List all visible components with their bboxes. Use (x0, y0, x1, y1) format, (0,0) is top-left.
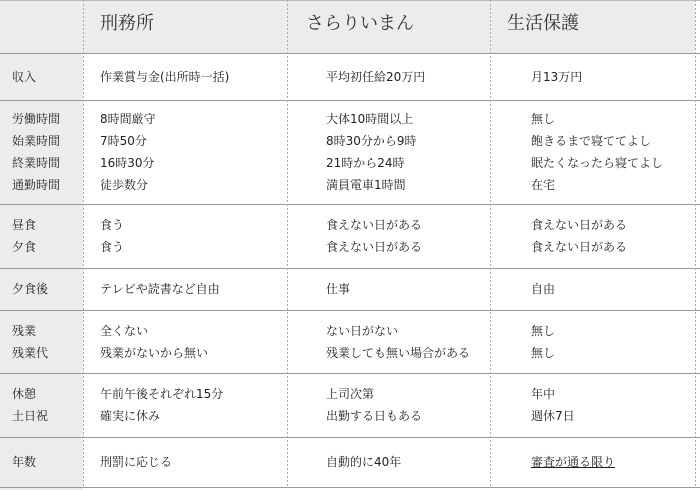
table-cell: テレビや読書など自由 (100, 282, 220, 296)
table-cell: 残業がないから無い (100, 345, 209, 360)
table-cell: 審査が通る限り (531, 455, 616, 469)
table-cell: 8時間厳守 (100, 112, 156, 126)
table-cell: 午前午後それぞれ15分 (100, 387, 224, 401)
row-label: 年数 (12, 455, 37, 469)
table-cell: 21時から24時 (326, 156, 405, 170)
table-cell: 食えない日がある (531, 240, 628, 254)
table-cell: 在宅 (531, 178, 556, 192)
table-cell: 8時30分から9時 (326, 134, 417, 148)
table-cell: 月13万円 (531, 69, 583, 84)
table-cell: 作業賞与金(出所時一括) (100, 69, 230, 84)
table-cell: 食う (100, 218, 125, 232)
row-label: 収入 (12, 69, 37, 84)
table-cell: 無し (531, 323, 556, 338)
table-cell: 16時30分 (100, 156, 155, 170)
row-label: 夕食 (12, 240, 37, 254)
table-cell: 徒歩数分 (100, 178, 149, 192)
row-label: 始業時間 (12, 134, 61, 148)
table-cell: 食えない日がある (326, 240, 423, 254)
table-cell: 確実に休み (100, 409, 161, 423)
column-header: 生活保護 (507, 13, 579, 34)
table-cell: 食えない日がある (326, 218, 423, 232)
column-header: さらりいまん (306, 13, 414, 34)
table-cell: 無し (531, 112, 556, 126)
row-label: 夕食後 (12, 282, 49, 296)
table-cell: 刑罰に応じる (100, 455, 173, 469)
table-cell: 年中 (531, 387, 556, 401)
table-cell: 無し (531, 345, 556, 360)
table-cell: 7時50分 (100, 134, 147, 148)
table-cell: 週休7日 (531, 409, 575, 423)
row-label: 昼食 (12, 218, 37, 232)
row-label: 通勤時間 (12, 178, 61, 192)
table-cell: ない日がない (326, 323, 399, 338)
row-label: 残業 (12, 323, 37, 338)
table-cell: 残業しても無い場合がある (326, 345, 471, 360)
table-cell: 眠たくなったら寝てよし (531, 156, 664, 170)
row-label: 残業代 (12, 345, 49, 360)
table-cell: 全くない (100, 323, 149, 338)
table-cell: 満員電車1時間 (326, 178, 406, 192)
table-cell: 食えない日がある (531, 218, 628, 232)
table-cell: 出勤する日もある (326, 409, 423, 423)
row-label: 労働時間 (12, 112, 61, 126)
row-label: 土日祝 (12, 409, 49, 423)
table-cell: 仕事 (326, 282, 351, 296)
row-label: 休憩 (12, 387, 37, 401)
table-cell: 上司次第 (326, 387, 375, 401)
row-label: 終業時間 (12, 156, 61, 170)
table-cell: 飽きるまで寝ててよし (531, 134, 652, 148)
column-header: 刑務所 (100, 13, 154, 34)
table-cell: 自由 (531, 282, 556, 296)
table-cell: 食う (100, 240, 125, 254)
table-cell: 平均初任給20万円 (326, 69, 426, 84)
table-cell: 大体10時間以上 (326, 112, 414, 126)
table-cell: 自動的に40年 (326, 455, 402, 469)
